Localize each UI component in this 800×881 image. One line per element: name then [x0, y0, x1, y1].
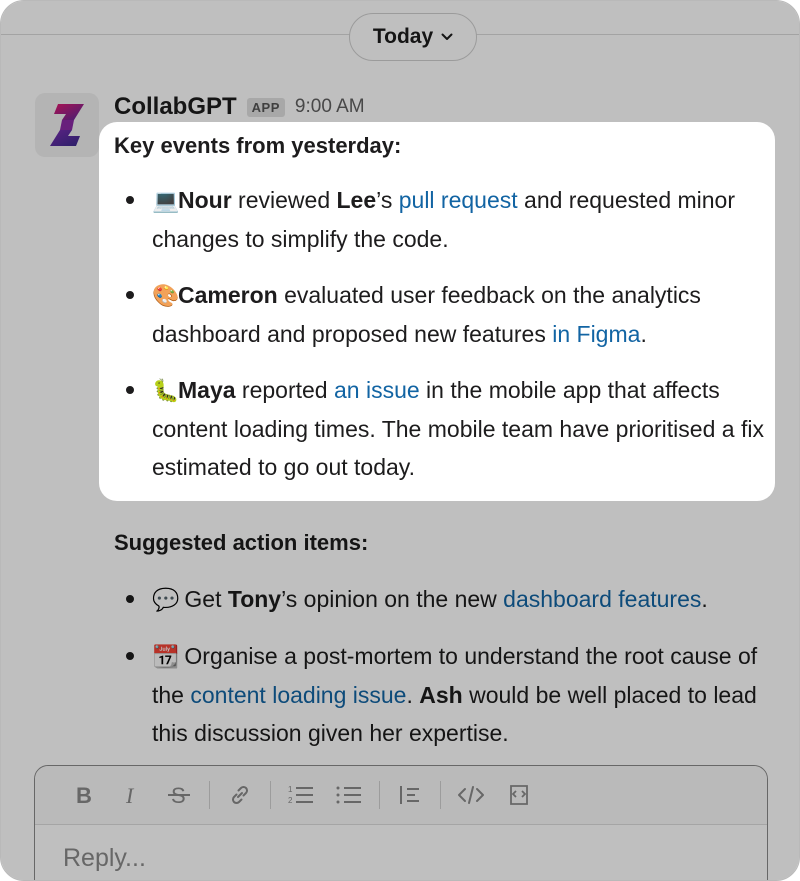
italic-icon[interactable] [107, 775, 155, 815]
palette-emoji-icon: 🎨 [152, 283, 180, 308]
code-icon[interactable] [447, 775, 495, 815]
text: . [406, 682, 420, 708]
bot-avatar[interactable] [35, 93, 99, 157]
date-label: Today [372, 25, 434, 48]
list-item [114, 580, 774, 619]
svg-text:S: S [171, 783, 186, 807]
mention-lee[interactable]: Lee [336, 187, 377, 213]
bullet [126, 196, 134, 204]
laptop-emoji-icon: 💻 [152, 188, 180, 213]
mention-nour[interactable]: Nour [178, 187, 232, 213]
message-header [114, 93, 365, 121]
bullet [126, 291, 134, 299]
mention-maya[interactable]: Maya [178, 377, 236, 403]
svg-text:B: B [76, 784, 92, 806]
issue-link[interactable]: an issue [334, 377, 420, 403]
key-events-title: Key events from yesterday: [114, 133, 402, 158]
bullet [126, 386, 134, 394]
text: and requested minor changes to simplify the code. [152, 187, 736, 252]
text: reviewed [231, 187, 337, 213]
mention-ash[interactable]: Ash [419, 682, 463, 708]
message-timestamp[interactable]: 9:00 AM [294, 96, 365, 117]
list-item [114, 276, 774, 353]
message-body [114, 129, 774, 752]
strikethrough-icon[interactable] [155, 775, 203, 815]
sender-name[interactable]: CollabGPT [114, 93, 237, 120]
date-jump-button[interactable] [349, 13, 477, 61]
bulleted-list-icon[interactable] [325, 775, 373, 815]
svg-text:I: I [126, 784, 134, 806]
mention-cameron[interactable]: Cameron [178, 282, 278, 308]
key-events-list [114, 181, 774, 486]
ordered-list-icon[interactable] [277, 775, 325, 815]
svg-text:1: 1 [288, 785, 293, 794]
bullet [126, 595, 134, 603]
toolbar-divider [440, 781, 441, 809]
link-icon[interactable] [216, 775, 264, 815]
reply-input[interactable]: Reply... [63, 844, 146, 872]
toolbar-divider [270, 781, 271, 809]
collabgpt-logo-icon [40, 98, 94, 152]
text: evaluated user feedback on the analytics dashboard and proposed new features [152, 282, 701, 347]
toolbar-divider [209, 781, 210, 809]
text: in the mobile app that affects content loading times. The mobile team have prioritised a fix estimated to go out today. [152, 377, 764, 480]
text: Get [178, 586, 228, 612]
list-item [114, 181, 774, 258]
action-items-title: Suggested action items: [114, 530, 369, 555]
code-block-icon[interactable] [495, 775, 543, 815]
text: reported [235, 377, 334, 403]
pull-request-link[interactable]: pull request [398, 187, 518, 213]
text: . [640, 321, 647, 347]
dashboard-features-link[interactable]: dashboard features [503, 586, 702, 612]
bold-icon[interactable] [59, 775, 107, 815]
list-item [114, 637, 774, 752]
reply-composer [34, 765, 768, 881]
text: . [701, 586, 708, 612]
action-items-list [114, 580, 774, 752]
text: would be well placed to lead this discussion given her expertise. [152, 682, 757, 746]
blockquote-icon[interactable] [386, 775, 434, 815]
chevron-down-icon [441, 33, 453, 41]
bug-emoji-icon: 🐛 [152, 378, 180, 403]
text: Organise a post-mortem to understand the root cause of the [152, 643, 758, 708]
toolbar-divider [379, 781, 380, 809]
content-loading-issue-link[interactable]: content loading issue [190, 682, 407, 708]
svg-text:2: 2 [288, 796, 293, 805]
text: ’s [376, 187, 399, 213]
figma-link[interactable]: in Figma [552, 321, 641, 347]
mention-tony[interactable]: Tony [227, 586, 282, 612]
bullet [126, 652, 134, 660]
app-badge: APP [247, 98, 285, 117]
speech-bubble-emoji-icon: 💬 [152, 587, 180, 612]
text: ’s opinion on the new [281, 586, 504, 612]
formatting-toolbar [35, 766, 767, 825]
calendar-emoji-icon: 📆 [152, 644, 180, 669]
list-item [114, 371, 774, 486]
